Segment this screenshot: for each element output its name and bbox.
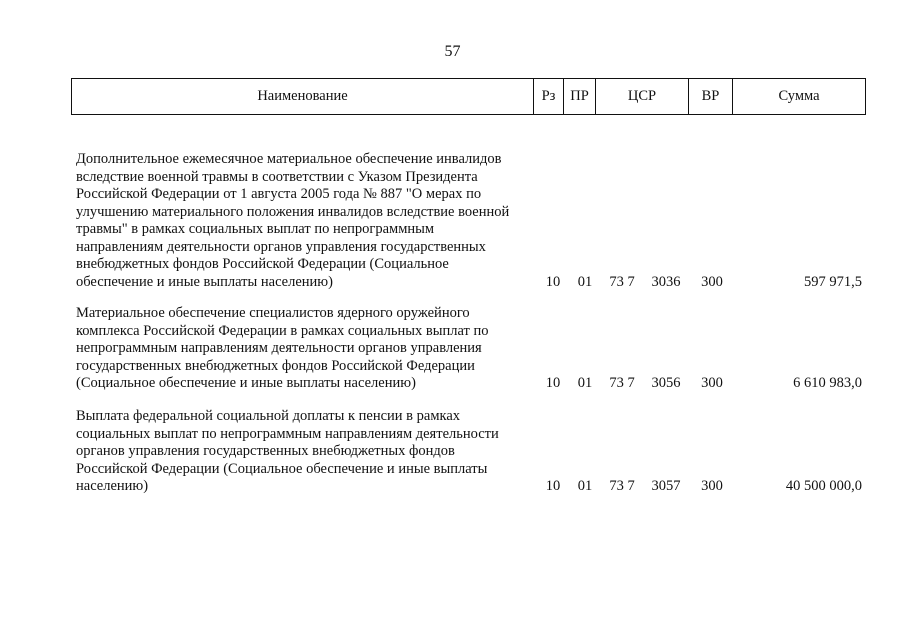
header-pr: ПР	[564, 79, 596, 115]
cell-rz: 10	[545, 375, 561, 391]
cell-sum: 40 500 000,0	[785, 478, 862, 494]
row-description	[76, 151, 544, 291]
cell-csr-prefix: 73 7	[609, 273, 635, 290]
description-line: травмы" в рамках социальных выплат по непрограммным	[76, 221, 435, 237]
cell-vr: 300	[701, 478, 723, 494]
row-description	[76, 305, 544, 393]
row-description	[76, 408, 544, 496]
description-line: обеспечение и иные выплаты населению)	[76, 273, 333, 290]
description-line: Российской Федерации (Социальное обеспечение и иные выплаты	[76, 460, 488, 477]
header-csr: ЦСР	[596, 79, 689, 115]
description-line: Материальное обеспечение специалистов ядерного оружейного	[76, 305, 470, 321]
description-line: государственных внебюджетных фондов Российской Федерации	[76, 357, 475, 374]
cell-vr: 300	[701, 375, 723, 391]
description-line: направлениям деятельности органов управления государственных	[76, 238, 486, 255]
table-row	[0, 408, 905, 496]
header-rz: Рз	[534, 79, 564, 115]
description-line: органов управления государственных внебюджетных фондов	[76, 443, 455, 459]
column-header-row	[72, 79, 866, 115]
description-line: социальных выплат по непрограммным направлениям деятельности	[76, 425, 499, 442]
cell-csr-code: 3056	[651, 375, 681, 391]
cell-sum: 6 610 983,0	[793, 375, 862, 391]
cell-csr-code: 3057	[651, 478, 681, 494]
description-line: Выплата федеральной социальной доплаты к пенсии в рамках	[76, 408, 461, 424]
cell-vr: 300	[701, 273, 723, 290]
cell-pr: 01	[577, 478, 593, 494]
page-number: 57	[444, 43, 461, 60]
cell-rz: 10	[545, 273, 561, 290]
header-name: Наименование	[72, 79, 534, 115]
description-line: (Социальное обеспечение и иные выплаты населению)	[76, 375, 416, 391]
description-line: Дополнительное ежемесячное материальное обеспечение инвалидов	[76, 151, 502, 167]
cell-pr: 01	[577, 375, 593, 391]
description-line: непрограммным направлениям деятельности органов управления	[76, 340, 482, 356]
description-line: населению)	[76, 478, 149, 494]
description-line: внебюджетных фондов Российской Федерации (Социальное	[76, 256, 449, 272]
description-line: комплекса Российской Федерации в рамках социальных выплат по	[76, 322, 489, 339]
description-line: вследствие военной травмы в соответствии с Указом Президента	[76, 168, 478, 185]
column-header-table	[71, 78, 866, 115]
header-vr: ВР	[689, 79, 733, 115]
cell-csr-prefix: 73 7	[609, 478, 635, 494]
table-row	[0, 151, 905, 291]
cell-csr-code: 3036	[651, 273, 681, 290]
cell-csr-prefix: 73 7	[609, 375, 635, 391]
cell-sum: 597 971,5	[804, 273, 862, 290]
description-line: Российской Федерации от 1 августа 2005 года № 887 "О мерах по	[76, 186, 482, 202]
table-row	[0, 305, 905, 393]
cell-rz: 10	[545, 478, 561, 494]
description-line: улучшению материального положения инвалидов вследствие военной	[76, 203, 510, 220]
header-sum: Сумма	[733, 79, 866, 115]
cell-pr: 01	[577, 273, 593, 290]
